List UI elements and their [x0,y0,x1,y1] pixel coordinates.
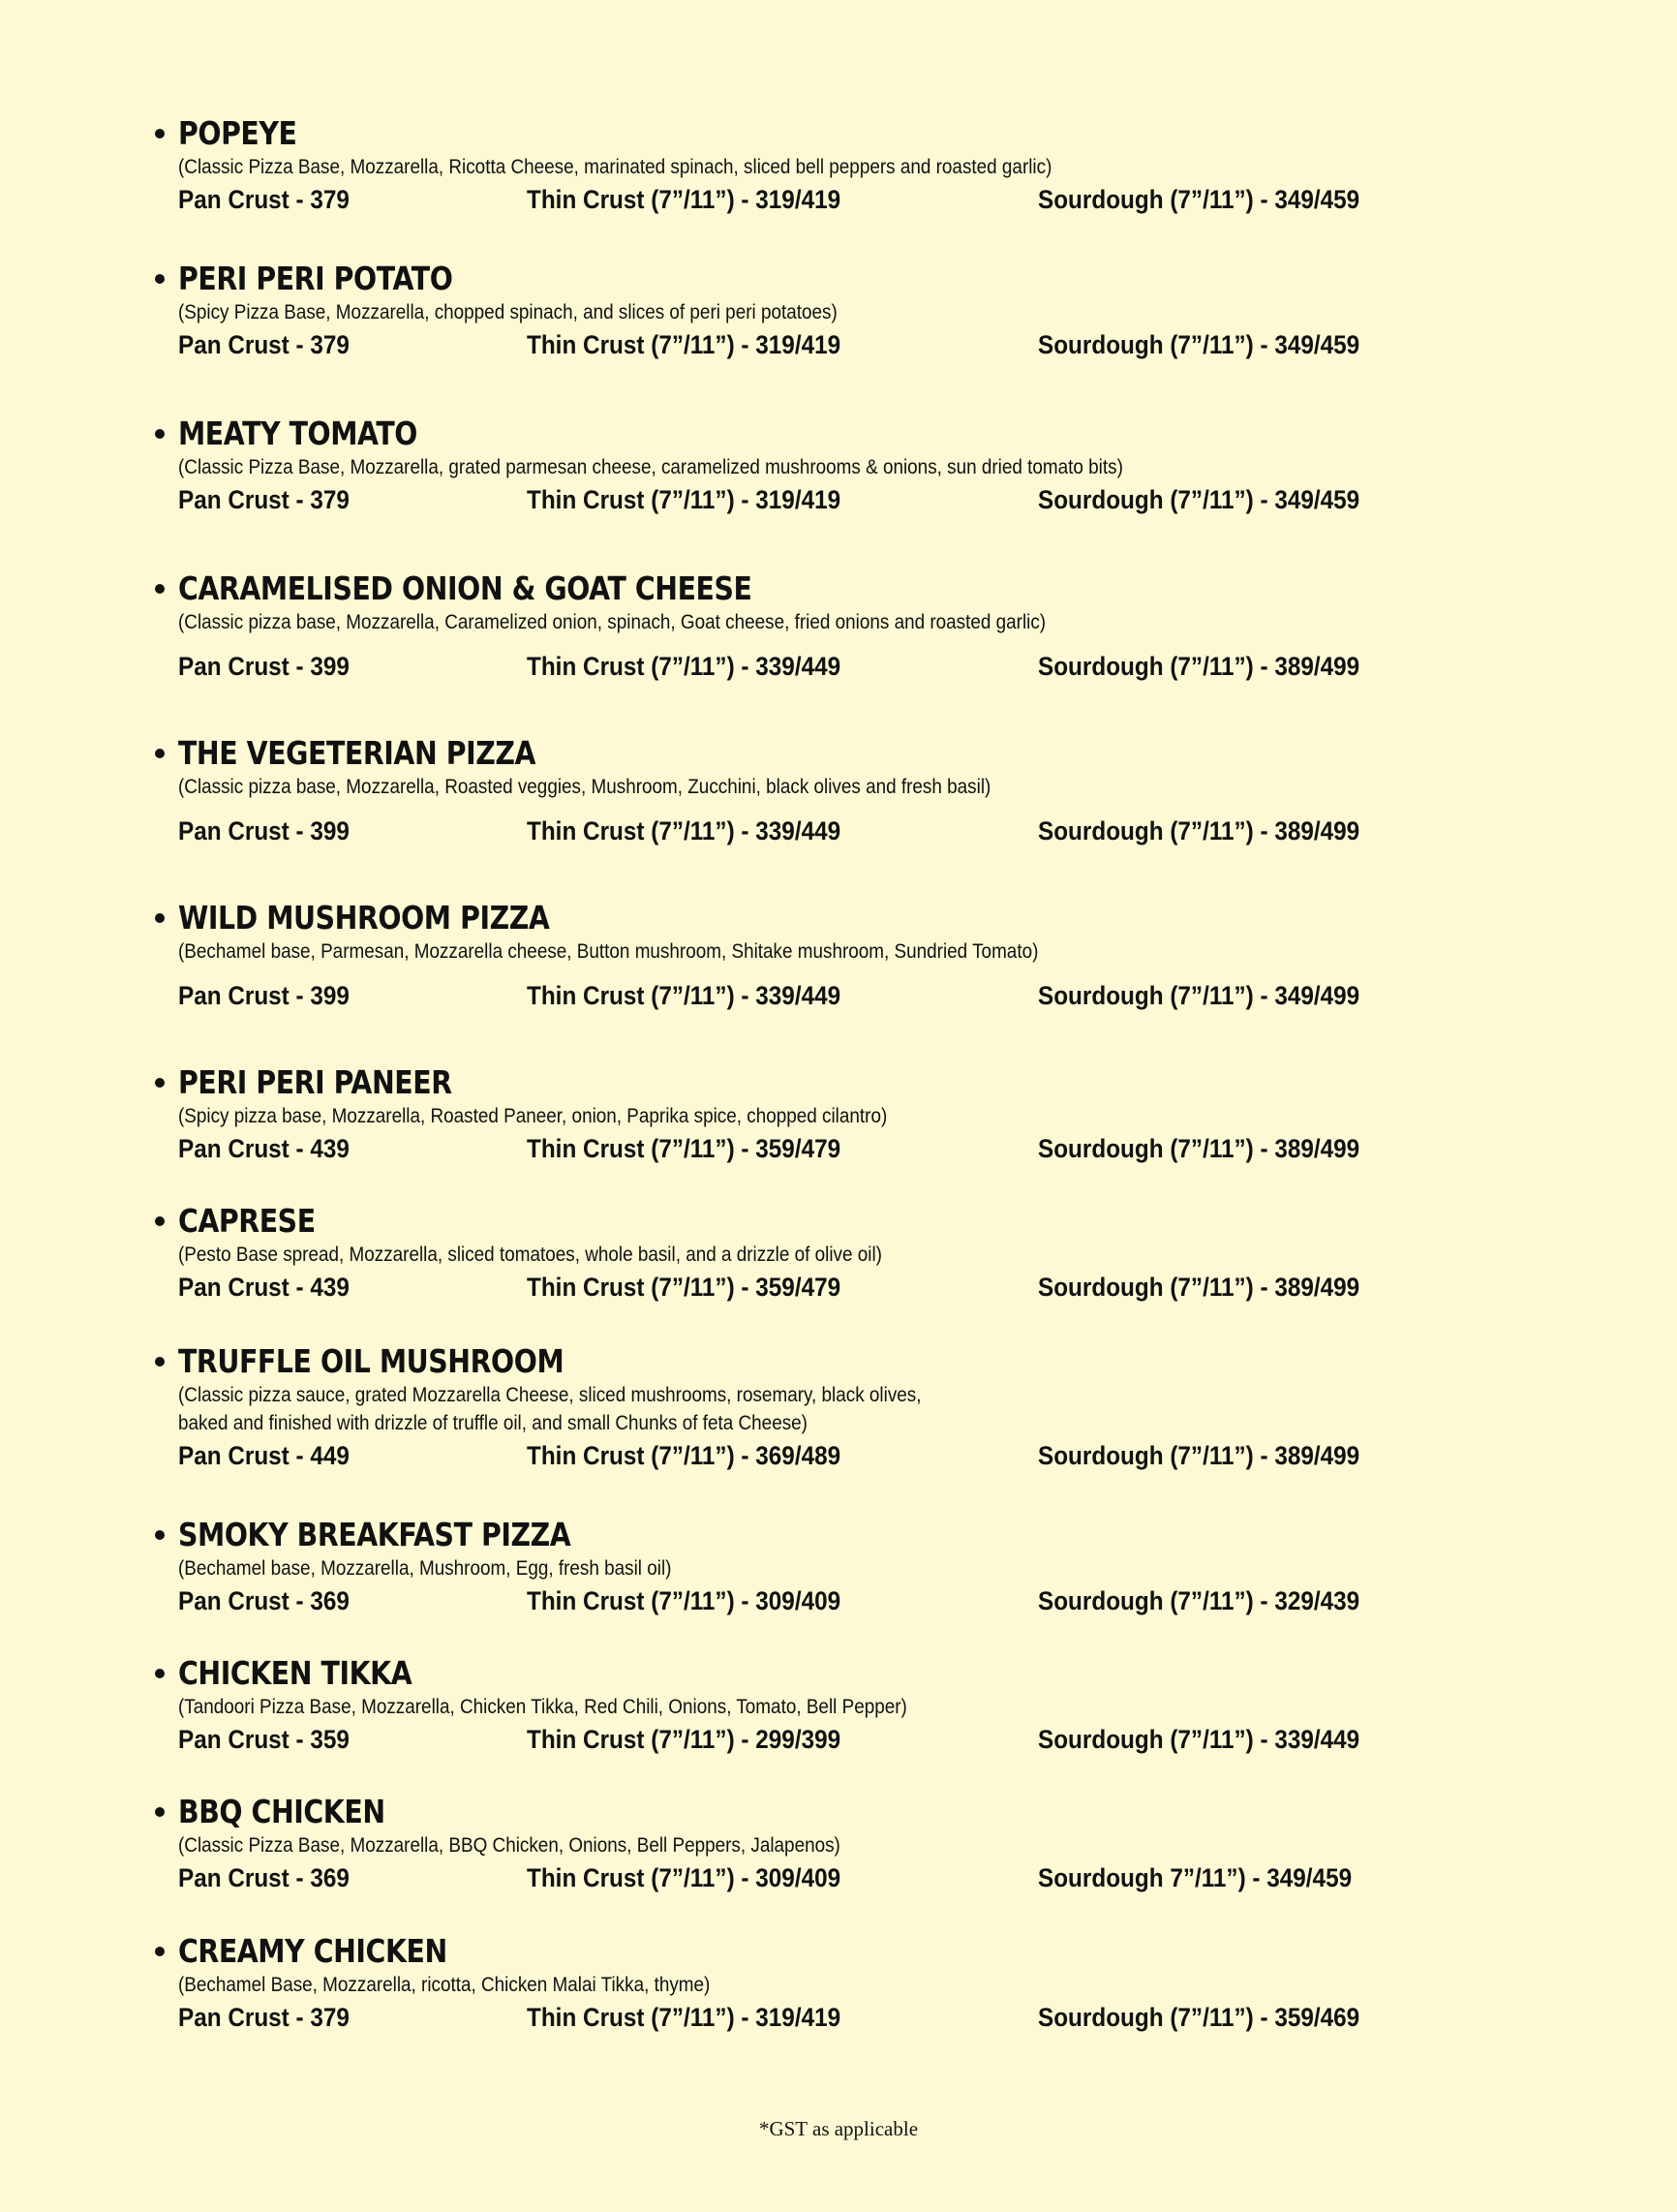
bullet-icon [155,1669,165,1678]
price-sourdough: Sourdough (7”/11”) - 389/499 [1038,1273,1360,1302]
bullet-icon [155,913,165,923]
price-thin-crust: Thin Crust (7”/11”) - 309/409 [527,1863,841,1892]
bullet-icon [155,1078,165,1088]
item-description-line-2: baked and finished with drizzle of truffle oil, and small Chunks of feta Cheese) [178,1412,808,1434]
item-prices [178,648,1509,685]
bullet-icon [155,1807,165,1817]
item-title: THE VEGETERIAN PIZZA [178,734,536,772]
item-title: CAPRESE [178,1202,316,1240]
item-description: (Pesto Base spread, Mozzarella, sliced tomatoes, whole basil, and a drizzle of olive oil) [178,1244,882,1266]
price-thin-crust: Thin Crust (7”/11”) - 359/479 [527,1273,841,1302]
item-description: (Bechamel base, Mozzarella, Mushroom, Egg, fresh basil oil) [178,1557,672,1580]
item-description: (Classic pizza base, Mozzarella, Roasted veggies, Mushroom, Zucchini, black olives and fresh basil) [178,776,991,798]
item-prices [178,977,1509,1014]
bullet-icon [155,749,165,758]
bullet-icon [155,584,165,594]
menu-item-caramelised-onion-goat-cheese [153,569,1509,685]
item-prices [178,1721,1509,1758]
bullet-icon [155,129,165,138]
item-description: (Classic pizza base, Mozzarella, Caramelized onion, spinach, Goat cheese, fried onions and roasted garlic) [178,611,1047,633]
price-thin-crust: Thin Crust (7”/11”) - 339/449 [527,981,841,1010]
price-sourdough: Sourdough (7”/11”) - 389/499 [1038,1134,1360,1163]
item-description-line-1: (Classic pizza sauce, grated Mozzarella Cheese, sliced mushrooms, rosemary, black olives, [178,1384,922,1406]
item-description: (Spicy pizza base, Mozzarella, Roasted Paneer, onion, Paprika spice, chopped cilantro) [178,1105,888,1127]
price-pan-crust: Pan Crust - 379 [178,185,350,214]
item-prices [178,1269,1509,1306]
price-thin-crust: Thin Crust (7”/11”) - 339/449 [527,816,841,845]
price-thin-crust: Thin Crust (7”/11”) - 309/409 [527,1586,841,1615]
price-sourdough: Sourdough 7”/11”) - 349/459 [1038,1863,1353,1892]
item-title: PERI PERI PANEER [178,1063,452,1101]
price-sourdough: Sourdough (7”/11”) - 329/439 [1038,1586,1360,1615]
item-title: TRUFFLE OIL MUSHROOM [178,1342,564,1380]
price-pan-crust: Pan Crust - 399 [178,816,350,845]
bullet-icon [155,274,165,284]
price-sourdough: Sourdough (7”/11”) - 339/449 [1038,1725,1360,1754]
price-pan-crust: Pan Crust - 379 [178,330,350,359]
item-description: (Bechamel base, Parmesan, Mozzarella cheese, Button mushroom, Shitake mushroom, Sundried Tomato) [178,940,1039,963]
item-description: (Classic Pizza Base, Mozzarella, grated parmesan cheese, caramelized mushrooms & onions, sun dried tomato bits) [178,456,1123,478]
item-title: CARAMELISED ONION & GOAT CHEESE [178,569,752,607]
item-title: POPEYE [178,114,297,152]
item-title: BBQ CHICKEN [178,1793,385,1830]
price-thin-crust: Thin Crust (7”/11”) - 299/399 [527,1725,841,1754]
price-sourdough: Sourdough (7”/11”) - 349/459 [1038,330,1360,359]
price-sourdough: Sourdough (7”/11”) - 389/499 [1038,816,1360,845]
bullet-icon [155,429,165,439]
item-title: MEATY TOMATO [178,415,417,452]
menu-item-popeye [153,114,1509,218]
menu-item-meaty-tomato [153,415,1509,518]
item-title: WILD MUSHROOM PIZZA [178,899,550,937]
menu-item-wild-mushroom-pizza [153,899,1509,1014]
price-pan-crust: Pan Crust - 359 [178,1725,350,1754]
price-sourdough: Sourdough (7”/11”) - 389/499 [1038,652,1360,681]
item-title: CREAMY CHICKEN [178,1932,447,1970]
menu-item-bbq-chicken [153,1793,1509,1896]
item-prices [178,1437,1509,1474]
price-thin-crust: Thin Crust (7”/11”) - 339/449 [527,652,841,681]
item-prices [178,813,1509,849]
menu-item-vegeterian-pizza [153,734,1509,849]
bullet-icon [155,1530,165,1540]
price-pan-crust: Pan Crust - 379 [178,485,350,514]
bullet-icon [155,1216,165,1226]
bullet-icon [155,1357,165,1367]
item-prices [178,1582,1509,1619]
price-pan-crust: Pan Crust - 439 [178,1134,350,1163]
gst-footnote: *GST as applicable [758,2117,919,2140]
price-pan-crust: Pan Crust - 369 [178,1863,350,1892]
menu-item-peri-peri-potato [153,260,1509,363]
menu-item-peri-peri-paneer [153,1063,1509,1167]
item-prices [178,181,1509,218]
item-description: (Spicy Pizza Base, Mozzarella, chopped spinach, and slices of peri peri potatoes) [178,301,838,323]
item-description: (Bechamel Base, Mozzarella, ricotta, Chicken Malai Tikka, thyme) [178,1974,711,1996]
menu-item-smoky-breakfast-pizza [153,1516,1509,1619]
item-prices [178,481,1509,518]
item-description: (Classic Pizza Base, Mozzarella, BBQ Chicken, Onions, Bell Peppers, Jalapenos) [178,1834,840,1857]
price-thin-crust: Thin Crust (7”/11”) - 319/419 [527,330,841,359]
price-sourdough: Sourdough (7”/11”) - 349/459 [1038,185,1360,214]
item-prices [178,1999,1509,2036]
menu-item-truffle-oil-mushroom [153,1342,1509,1474]
price-sourdough: Sourdough (7”/11”) - 389/499 [1038,1441,1360,1470]
price-thin-crust: Thin Crust (7”/11”) - 359/479 [527,1134,841,1163]
item-title: SMOKY BREAKFAST PIZZA [178,1516,571,1553]
price-pan-crust: Pan Crust - 449 [178,1441,350,1470]
price-sourdough: Sourdough (7”/11”) - 359/469 [1038,2003,1360,2032]
item-description: (Classic Pizza Base, Mozzarella, Ricotta Cheese, marinated spinach, sliced bell peppers and roasted garlic) [178,156,1052,178]
item-prices [178,326,1509,363]
item-description: (Tandoori Pizza Base, Mozzarella, Chicken Tikka, Red Chili, Onions, Tomato, Bell Pepper) [178,1696,907,1718]
price-thin-crust: Thin Crust (7”/11”) - 319/419 [527,2003,841,2032]
price-thin-crust: Thin Crust (7”/11”) - 319/419 [527,485,841,514]
item-prices [178,1130,1509,1167]
menu-item-chicken-tikka [153,1654,1509,1758]
price-thin-crust: Thin Crust (7”/11”) - 369/489 [527,1441,841,1470]
price-pan-crust: Pan Crust - 369 [178,1586,350,1615]
item-prices [178,1859,1509,1896]
price-pan-crust: Pan Crust - 379 [178,2003,350,2032]
menu-item-caprese [153,1202,1509,1306]
menu-item-creamy-chicken [153,1932,1509,2036]
price-pan-crust: Pan Crust - 439 [178,1273,350,1302]
price-sourdough: Sourdough (7”/11”) - 349/459 [1038,485,1360,514]
price-thin-crust: Thin Crust (7”/11”) - 319/419 [527,185,841,214]
price-pan-crust: Pan Crust - 399 [178,652,350,681]
price-sourdough: Sourdough (7”/11”) - 349/499 [1038,981,1360,1010]
item-title: CHICKEN TIKKA [178,1654,412,1692]
bullet-icon [155,1947,165,1956]
item-title: PERI PERI POTATO [178,260,453,297]
price-pan-crust: Pan Crust - 399 [178,981,350,1010]
